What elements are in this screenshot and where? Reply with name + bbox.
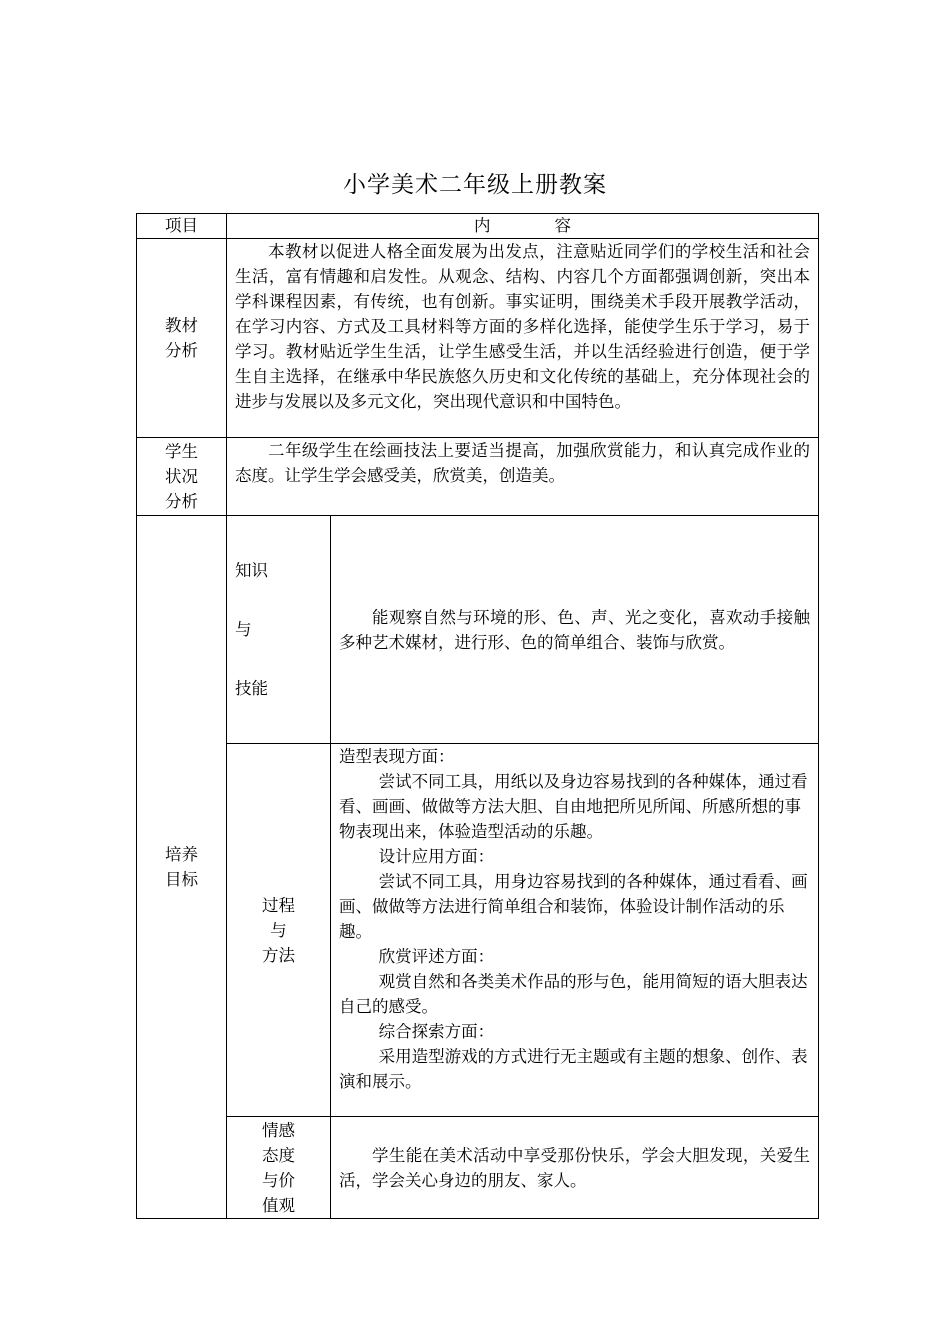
material-analysis-paragraph: 本教材以促进人格全面发展为出发点，注意贴近同学们的学校生活和社会生活，富有情趣和启发性。从观念、结构、内容几个方面都强调创新，突出本学科课程因素，有传统，也有创新。事实证明，围绕美术手段开展教学活动，在学习内容、方式及工具材料等方面的多样化选择，能使学生乐于学习，易于学习。教材贴近学生生活，让学生感受生活，并以生活经验进行创造，便于学生自主选择，在继承中华民族悠久历史和文化传统的基础上，充分体现社会的进步与发展以及多元文化，突出现代意识和中国特色。 <box>235 242 810 411</box>
process-heading-design: 设计应用方面： <box>378 847 495 866</box>
attitude-values-row <box>137 1117 819 1219</box>
lesson-plan-table <box>136 213 819 1219</box>
knowledge-skills-label <box>227 516 331 744</box>
process-heading-appreciation: 欣赏评述方面： <box>378 947 495 966</box>
header-item: 项目 <box>137 214 227 239</box>
process-method-label <box>227 744 331 1117</box>
attitude-label-line-3: 与价 <box>262 1170 295 1190</box>
knowledge-label-line-3: 技能 <box>235 679 268 698</box>
material-label-line-2: 分析 <box>165 341 198 360</box>
goals-label <box>137 516 227 1219</box>
process-label-line-3: 方法 <box>262 945 295 965</box>
material-analysis-row <box>137 239 819 438</box>
knowledge-label-line-1: 知识 <box>235 561 268 580</box>
material-label-line-1: 教材 <box>165 316 198 335</box>
material-analysis-text <box>227 239 819 438</box>
material-analysis-label <box>137 239 227 438</box>
process-heading-exploration: 综合探索方面： <box>378 1022 495 1041</box>
attitude-label-line-1: 情感 <box>262 1120 295 1140</box>
student-label-line-3: 分析 <box>165 492 198 511</box>
student-analysis-row <box>137 438 819 516</box>
knowledge-skills-paragraph: 能观察自然与环境的形、色、声、光之变化，喜欢动手接触多种艺术媒材，进行形、色的简单组合、装饰与欣赏。 <box>339 607 810 652</box>
attitude-values-paragraph: 学生能在美术活动中享受那份快乐，学会大胆发现，关爱生活，学会关心身边的朋友、家人。 <box>339 1145 810 1190</box>
page-title: 小学美术二年级上册教案 <box>343 172 607 198</box>
goals-label-line-2: 目标 <box>165 870 198 889</box>
attitude-values-text <box>331 1117 819 1219</box>
header-content <box>227 214 819 239</box>
goals-label-line-1: 培养 <box>165 845 198 864</box>
process-label-line-2: 与 <box>270 920 287 940</box>
process-label-line-1: 过程 <box>262 895 295 915</box>
knowledge-skills-row <box>137 516 819 744</box>
knowledge-skills-text <box>331 516 819 744</box>
process-paragraph-modeling: 尝试不同工具，用纸以及身边容易找到的各种媒体，通过看看、画画、做做等方法大胆、自由地把所见所闻、所感所想的事物表现出来，体验造型活动的乐趣。 <box>339 772 808 841</box>
process-paragraph-appreciation: 观赏自然和各类美术作品的形与色，能用简短的语大胆表达自己的感受。 <box>339 972 808 1016</box>
header-content-char-1: 内 <box>474 216 491 235</box>
header-content-char-2: 容 <box>554 216 571 235</box>
process-method-row <box>137 744 819 1117</box>
student-analysis-text <box>227 438 819 516</box>
table-header-row <box>137 214 819 239</box>
student-analysis-paragraph: 二年级学生在绘画技法上要适当提高，加强欣赏能力，和认真完成作业的态度。让学生学会感受美，欣赏美，创造美。 <box>235 441 810 485</box>
knowledge-label-line-2: 与 <box>235 620 252 639</box>
attitude-label-line-4: 值观 <box>262 1195 295 1215</box>
student-analysis-label <box>137 438 227 516</box>
process-paragraph-design: 尝试不同工具，用身边容易找到的各种媒体，通过看看、画画、做做等方法进行简单组合和装饰，体验设计制作活动的乐趣。 <box>339 872 808 941</box>
process-paragraph-exploration: 采用造型游戏的方式进行无主题或有主题的想象、创作、表演和展示。 <box>339 1047 808 1091</box>
process-method-text <box>331 744 819 1117</box>
process-heading-modeling: 造型表现方面： <box>339 747 455 766</box>
student-label-line-2: 状况 <box>165 467 198 486</box>
attitude-values-label <box>227 1117 331 1219</box>
attitude-label-line-2: 态度 <box>262 1145 295 1165</box>
student-label-line-1: 学生 <box>165 442 198 461</box>
